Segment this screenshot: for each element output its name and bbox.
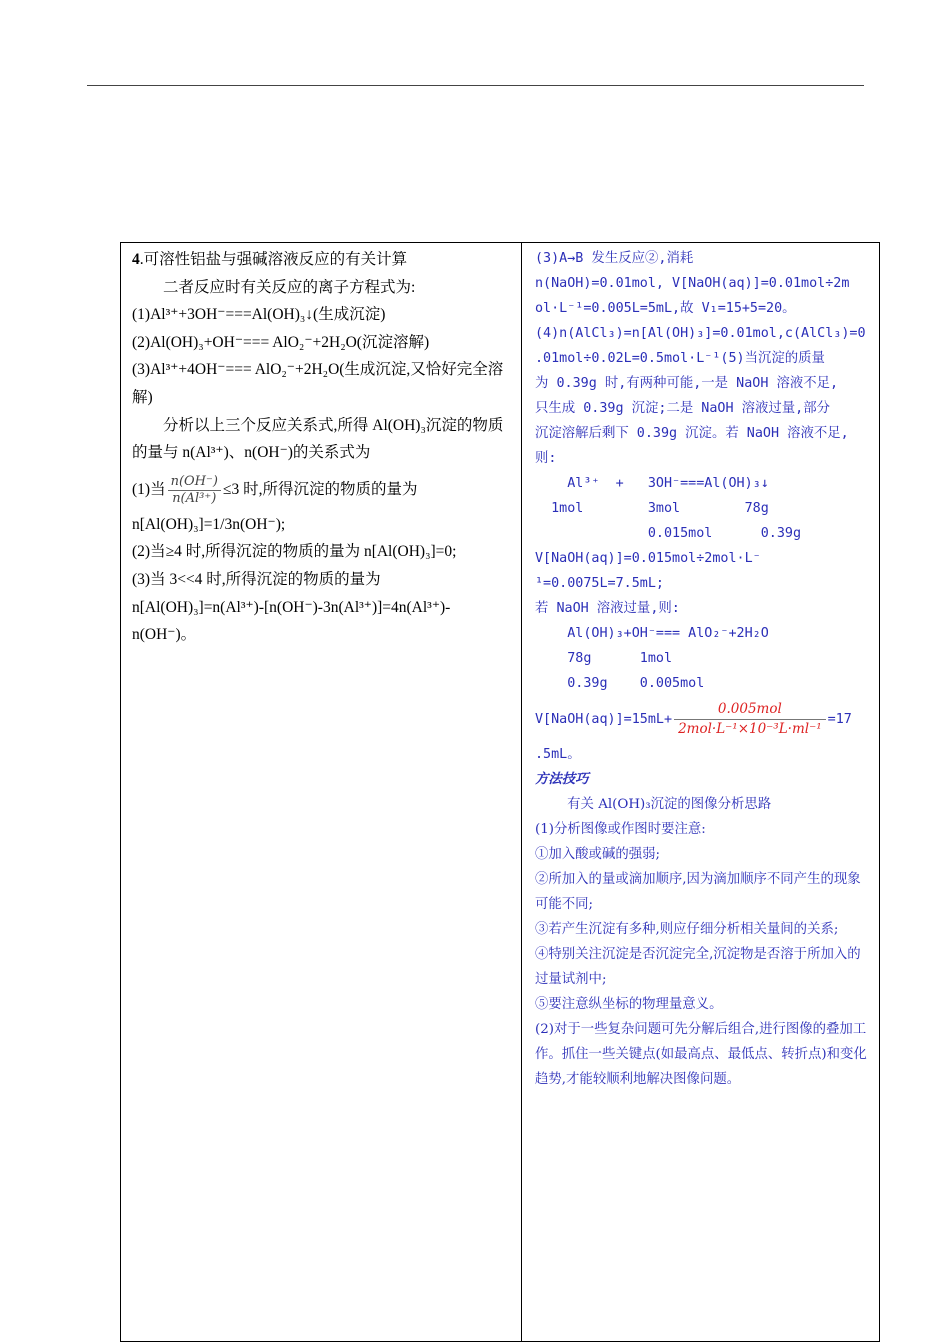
solution-line: n(NaOH)=0.01mol, V[NaOH(aq)]=0.01mol÷2m [535, 276, 850, 291]
solution-line: ¹=0.0075L=7.5mL; [535, 576, 664, 591]
method-line: ①加入酸或碱的强弱; [535, 847, 661, 862]
case-2: (2)当≥4 时,所得沉淀的物质的量为 n[Al(OH)₃]=0; [132, 543, 457, 561]
left-column [132, 246, 514, 649]
section-title: 4.可溶性铝盐与强碱溶液反应的有关计算 [132, 251, 408, 268]
equation-1: (1)Al³⁺+3OH⁻===Al(OH)₃↓(生成沉淀) [132, 306, 386, 324]
method-line: 有关 Al(OH)₃沉淀的图像分析思路 [567, 797, 772, 812]
equation-2: (2)Al(OH)₃+OH⁻=== AlO₂⁻+2H₂O(沉淀溶解) [132, 333, 430, 351]
right-column [535, 246, 873, 1092]
case-3-formula-line1: n[Al(OH)₃]=n(Al³⁺)-[n(OH⁻)-3n(Al³⁺)]=4n(Al³⁺)- [132, 598, 451, 616]
ratio-fraction: $\frac{n(OH^-)}{\text{n(Al³⁺)}}$ [168, 474, 221, 507]
solution-line: (3)A→B 发生反应②,消耗 [535, 251, 694, 266]
solution-line: .5mL。 [535, 747, 581, 762]
solution-line: ol·L⁻¹=0.005L=5mL,故 V₁=15+5=20。 [535, 301, 796, 316]
solution-line: .01mol÷0.02L=0.5mol·L⁻¹(5)当沉淀的质量 [535, 351, 825, 366]
analysis-text: 分析以上三个反应关系式,所得 Al(OH)₃沉淀的物质的量与 n(Al³⁺)、n(OH⁻)的关系式为 [132, 416, 504, 462]
method-line: (2)对于一些复杂问题可先分解后组合,进行图像的叠加工作。抓住一些关键点(如最高点、最低点、转折点)和变化趋势,才能较顺利地解决图像问题。 [535, 1022, 867, 1087]
method-heading: 方法技巧 [535, 771, 589, 787]
solution-line: V[NaOH(aq)]=0.015mol÷2mol·L⁻ [535, 551, 761, 566]
method-line: ⑤要注意纵坐标的物理量意义。 [535, 997, 723, 1012]
column-divider [521, 242, 522, 1342]
method-line: ③若产生沉淀有多种,则应仔细分析相关量间的关系; [535, 922, 839, 937]
reaction-line: 78g 1mol [535, 651, 673, 666]
solution-line: 只生成 0.39g 沉淀;二是 NaOH 溶液过量,部分 [535, 401, 831, 416]
reaction-line: 0.39g 0.005mol [535, 676, 705, 691]
header-rule [87, 85, 864, 86]
solution-line: 为 0.39g 时,有两种可能,一是 NaOH 溶液不足, [535, 376, 839, 391]
equation-3: (3)Al³⁺+4OH⁻=== AlO₂⁻+2H₂O(生成沉淀,又恰好完全溶解) [132, 361, 504, 406]
case-3: (3)当 3<<4 时,所得沉淀的物质的量为 [132, 570, 381, 588]
method-line: ④特别关注沉淀是否沉淀完全,沉淀物是否溶于所加入的过量试剂中; [535, 947, 861, 987]
method-line: ②所加入的量或滴加顺序,因为滴加顺序不同产生的现象可能不同; [535, 872, 861, 912]
case-3-formula-line2: n(OH⁻)。 [132, 626, 197, 644]
reaction-line: Al³⁺ + 3OH⁻===Al(OH)₃↓ [535, 476, 769, 491]
volume-formula: V[NaOH(aq)]=15mL+ $\frac{\text{0.005mol}}{\text{2mol·L⁻¹×10⁻³L·ml⁻¹}}$ =17 [535, 700, 852, 737]
reaction-line: 1mol 3mol 78g [535, 501, 769, 516]
solution-line: 则: [535, 451, 557, 466]
solution-line: 若 NaOH 溶液过量,则: [535, 601, 680, 616]
reaction-line: 0.015mol 0.39g [535, 526, 802, 541]
volume-fraction: $\frac{\text{0.005mol}}{\text{2mol·L⁻¹×10⁻³L·ml⁻¹}}$ [674, 700, 826, 739]
solution-line: 沉淀溶解后剩下 0.39g 沉淀。若 NaOH 溶液不足, [535, 426, 849, 441]
method-line: (1)分析图像或作图时要注意: [535, 822, 706, 837]
intro-text: 二者反应时有关反应的离子方程式为: [163, 278, 416, 296]
solution-line: (4)n(AlCl₃)=n[Al(OH)₃]=0.01mol,c(AlCl₃)=0 [535, 326, 866, 341]
reaction-line: Al(OH)₃+OH⁻=== AlO₂⁻+2H₂O [535, 626, 769, 641]
case-1-formula: n[Al(OH)₃]=1/3n(OH⁻); [132, 515, 286, 533]
case-1: (1)当 $\frac{n(OH^-)}{\text{n(Al³⁺)}}$ ≤3 时,所得沉淀的物质的量为 [132, 473, 418, 506]
